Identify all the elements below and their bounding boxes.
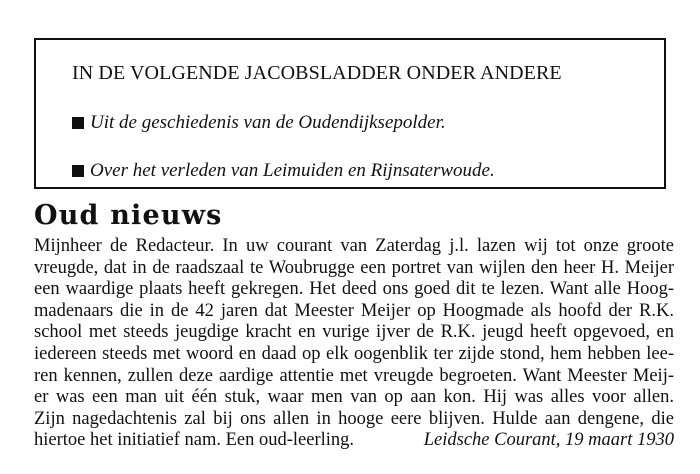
article-closing-text: hiertoe het initiatief nam. Een oud-leerling. — [34, 430, 355, 451]
article-line: een waardige plaats heeft gekregen. Het deed ons goed dit te lezen. Want alle Hoog- — [34, 279, 674, 300]
square-bullet-icon — [72, 165, 84, 177]
article-body — [34, 236, 674, 452]
article-line: school met steeds jeugdige kracht en vurige ijver de R.K. jeugd heeft opgevoed, en — [34, 322, 674, 343]
article-line: ren kennen, zullen deze aardige attentie met vreugde begroeten. Want Meester Meij- — [34, 365, 674, 386]
article-line: Zijn nagedachtenis zal bij ons allen in hooge eere blijven. Hulde aan dengene, die — [34, 408, 674, 429]
article-heading: Oud nieuws — [34, 200, 223, 231]
preview-box — [34, 38, 666, 189]
square-bullet-icon — [72, 117, 84, 129]
article-last-line — [34, 430, 674, 452]
article-source: Leidsche Courant, 19 maart 1930 — [423, 430, 674, 451]
preview-item-text: Over het verleden van Leimuiden en Rijnsaterwoude. — [90, 160, 495, 181]
article-line: vreugde, dat in de raadszaal te Woubrugge een portret van wijlen den heer H. Meijer — [34, 257, 674, 278]
preview-item — [72, 160, 495, 182]
article-line: er was een man uit één stuk, waar men van op aan kon. Hij was alles voor allen. — [34, 387, 674, 408]
article-line: madenaars die in de 42 jaren dat Meester Meijer op Hoogmade als hoofd der R.K. — [34, 300, 674, 321]
article-line: iedereen steeds met woord en daad op elk oogenblik ter zijde stond, hem hebben lee- — [34, 343, 674, 364]
article-line: Mijnheer de Redacteur. In uw courant van Zaterdag j.l. lazen wij tot onze groote — [34, 236, 674, 256]
preview-item-text: Uit de geschiedenis van de Oudendijksepolder. — [90, 112, 446, 133]
preview-title: IN DE VOLGENDE JACOBSLADDER ONDER ANDERE — [72, 62, 562, 84]
preview-item — [72, 112, 446, 134]
